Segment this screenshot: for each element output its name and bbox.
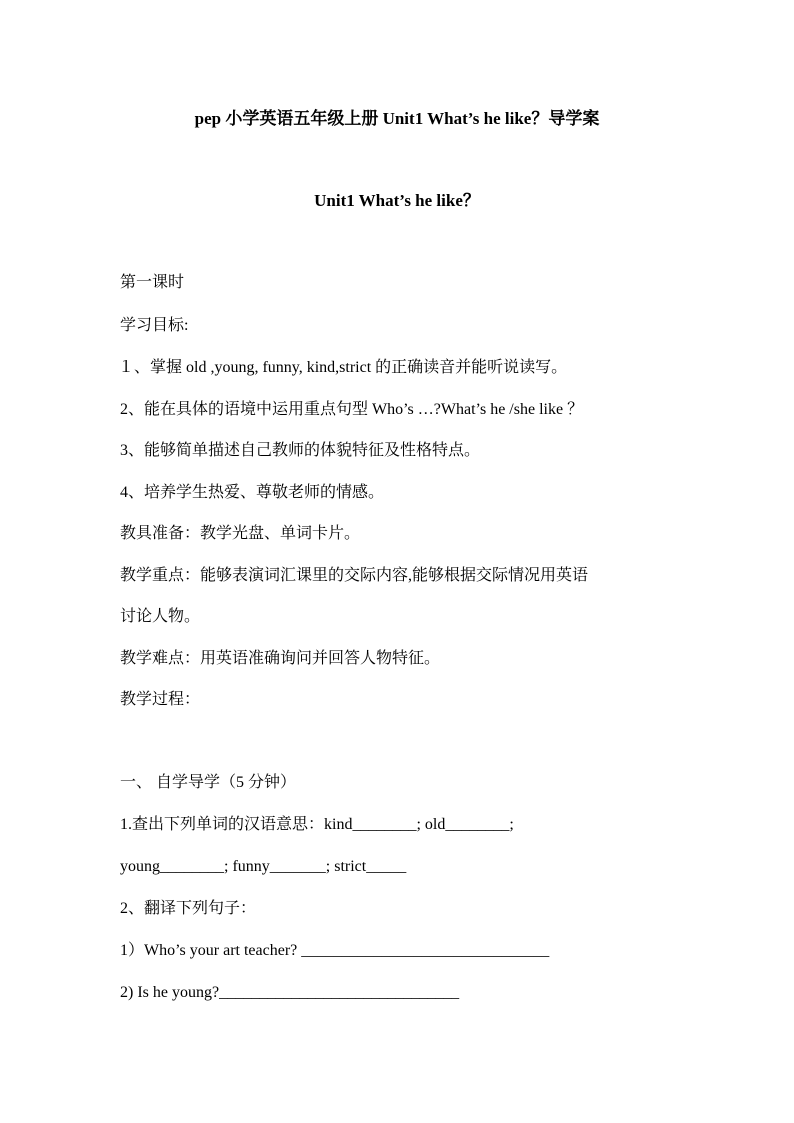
lesson-label: 第一课时: [120, 274, 185, 291]
key-points-text: 教学重点：能够表演词汇课里的交际内容,能够根据交际情况用英语: [120, 567, 589, 584]
section-heading: 一、 自学导学（5 分钟）: [120, 774, 297, 791]
translation-sentence: 1）Who’s your art teacher? _______________________________: [120, 942, 550, 959]
objective-item: 2、能在具体的语境中运用重点句型 Who’s …?What’s he /she like ？: [120, 401, 584, 418]
process-heading: 教学过程：: [120, 691, 201, 708]
objective-item: 4、培养学生热爱、尊敬老师的情感。: [120, 484, 385, 501]
vocabulary-task-continuation: young________; funny_______; strict_____: [120, 858, 407, 875]
objective-item: 3、能够简单描述自己教师的体貌特征及性格特点。: [120, 442, 481, 459]
document-subtitle: Unit1 What’s he like？: [314, 191, 480, 210]
document-title: pep 小学英语五年级上册 Unit1 What’s he like？导学案: [194, 109, 600, 128]
difficulties-text: 教学难点：用英语准确询问并回答人物特征。: [120, 650, 441, 667]
vocabulary-task: 1.查出下列单词的汉语意思：kind________; old________;: [120, 816, 514, 833]
objective-item: １、掌握 old ,young, funny, kind,strict 的正确读音并能听说读写。: [118, 359, 568, 376]
objectives-heading: 学习目标:: [120, 317, 189, 334]
translation-task-heading: 2、翻译下列句子：: [120, 900, 257, 917]
translation-sentence: 2) Is he young?______________________________: [120, 984, 460, 1001]
key-points-continuation: 讨论人物。: [120, 608, 201, 625]
materials-text: 教具准备：教学光盘、单词卡片。: [120, 525, 361, 542]
